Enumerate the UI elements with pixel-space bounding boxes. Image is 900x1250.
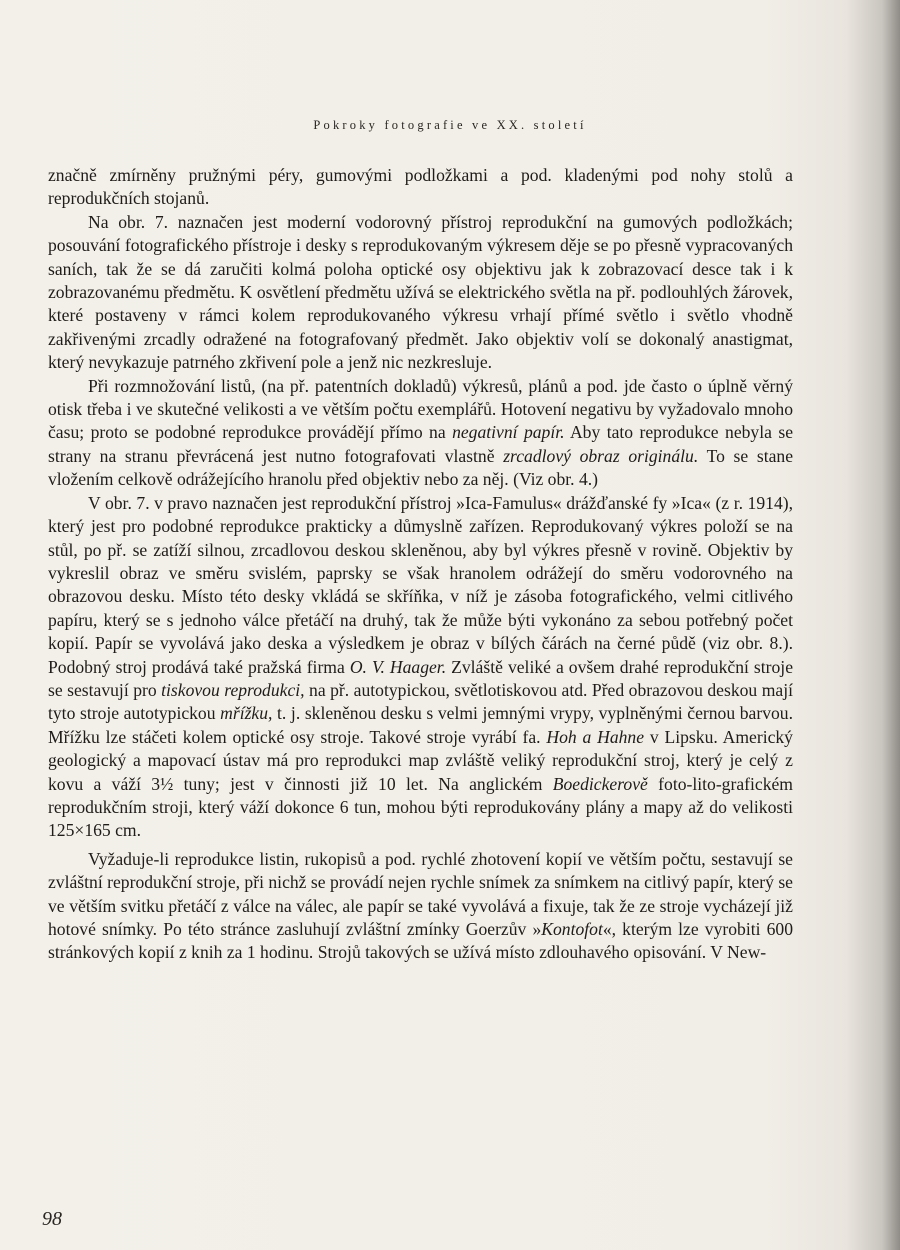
running-head: Pokroky fotografie ve XX. století [313,118,587,132]
italic-text: negativní papír. [452,422,565,443]
italic-text: Hoh a Hahne [546,726,645,747]
italic-text: O. V. Haager. [349,656,447,677]
italic-text: tiskovou reprodukci, [161,679,305,700]
text-run: Při rozmnožování listů, (na př. patentních dokladů) výkresů, plánů a pod. jde často o úplně věrný otisk třeba i ve skutečné velikosti a ve větším počtu exemplářů. Hotovení negativu by vyžadovalo mnoho času; proto se podobné reprodukce provádějí přímo na [48,375,793,443]
body-text [48,164,793,965]
paragraph [48,375,793,492]
text-run: v Lipsku. Americký geologický a mapovací ústav má pro reprodukci map zvláště veliký reprodukční stroj, který je celý z kovu a váží 3½ tuny; jest v činnosti již 10 let. Na anglickém [48,726,793,794]
text-run: V obr. 7. v pravo naznačen jest reprodukční přístroj »Ica-Famulus« drážďanské fy »Ica« (z r. 1914), který jest pro podobné reprodukce prakticky a důmyslně zařízen. Reprodukovaný výkres položí se na stůl, po př. se zatíží silnou, zrcadlovou deskou skleněnou, aby byl výkres přesně v rovině. Objektiv by vykreslil obraz ve směru svislém, paprsky se však hranolem odrážejí do směru vodorovného na obrazovou desku. Místo této desky vkládá se skříňka, v níž je zásoba fotografického, velmi citlivého papíru, který se s jednoho válce přetáčí na druhý, tak že může býti vykonáno za sebou potřebný počet kopií. Papír se vyvolává jako deska a výsledkem je obraz v bílých čárách na černé půdě (viz obr. 8.). Podobný stroj prodává také pražská firma [48,492,793,677]
text-run: To se stane vložením celkově odrážejícího hranolu před objektiv nebo za něj. (Viz obr. 4.) [48,445,794,490]
paragraph [48,848,793,965]
paragraph [48,492,793,843]
paragraph [48,164,793,211]
text-run: Aby tato reprodukce nebyla se strany na stranu převrácená jest nutno fotografovati vlastně [48,422,793,466]
italic-text: mřížku, [220,703,273,724]
text-run: značně zmírněny pružnými péry, gumovými podložkami a pod. kladenými pod nohy stolů a reprodukčních stojanů. [48,165,793,209]
text-run: «, kterým lze vyrobiti 600 stránkových kopií z knih za 1 hodinu. Strojů takových se užívá místo zdlouhavého opisování. V New- [48,919,794,963]
text-run: Na obr. 7. naznačen jest moderní vodorovný přístroj reprodukční na gumových podložkách; posouvání fotografického přístroje i desky s reprodukovaným výkresem děje se po přesně vypracovaných saních, tak že se dá zaručiti kolmá poloha optické osy objektivu jak k zobrazovací desce tak i k zobrazovanému předmětu. K osvětlení předmětu užívá se elektrického světla na př. podlouhlých žárovek, které postaveny v rámci kolem reprodukovaného výkresu vrhají přímé světlo i světlo vhodně zakřivenými zrcadly odražené na fotografovaný předmět. Jako objektiv volí se dokonalý anastigmat, který nevykazuje patrného zkřivení pole a jenž nic nezkresluje. [48,211,793,373]
text-run: t. j. skleněnou desku s velmi jemnými vrypy, vyplněnými černou barvou. Mřížku lze stáčeti kolem optické osy stroje. Takové stroje vyrábí fa. [48,703,793,747]
paragraph [48,211,793,375]
italic-text: zrcadlový obraz originálu. [503,445,699,466]
text-run: Zvláště veliké a ovšem drahé reprodukční stroje se sestavují pro [48,656,794,700]
text-run: foto-lito-grafickém reprodukčním stroji, který váží dokonce 6 tun, mohou býti reprodukovány plány a mapy až do velikosti 125×165 cm. [48,773,793,841]
text-run: na př. autotypickou, světlotiskovou atd. Před obrazovou deskou mají tyto stroje autotypickou [48,679,793,724]
page-number: 98 [42,1208,62,1230]
italic-text: Boedickerově [552,773,648,794]
text-run: Vyžaduje-li reprodukce listin, rukopisů a pod. rychlé zhotovení kopií ve větším počtu, sestavují se zvláštní reprodukční stroje, při nichž se provádí nejen rychle snímek za snímkem na citlivý papír, který se ve větším svitku přetáčí z válce na válec, ale papír se také vyvolává a fixuje, tak že ze stroje vycházejí již hotové snímky. Po této stránce zasluhují zvláštní zmínky Goerzův » [48,848,793,939]
italic-text: Kontofot [541,919,603,939]
